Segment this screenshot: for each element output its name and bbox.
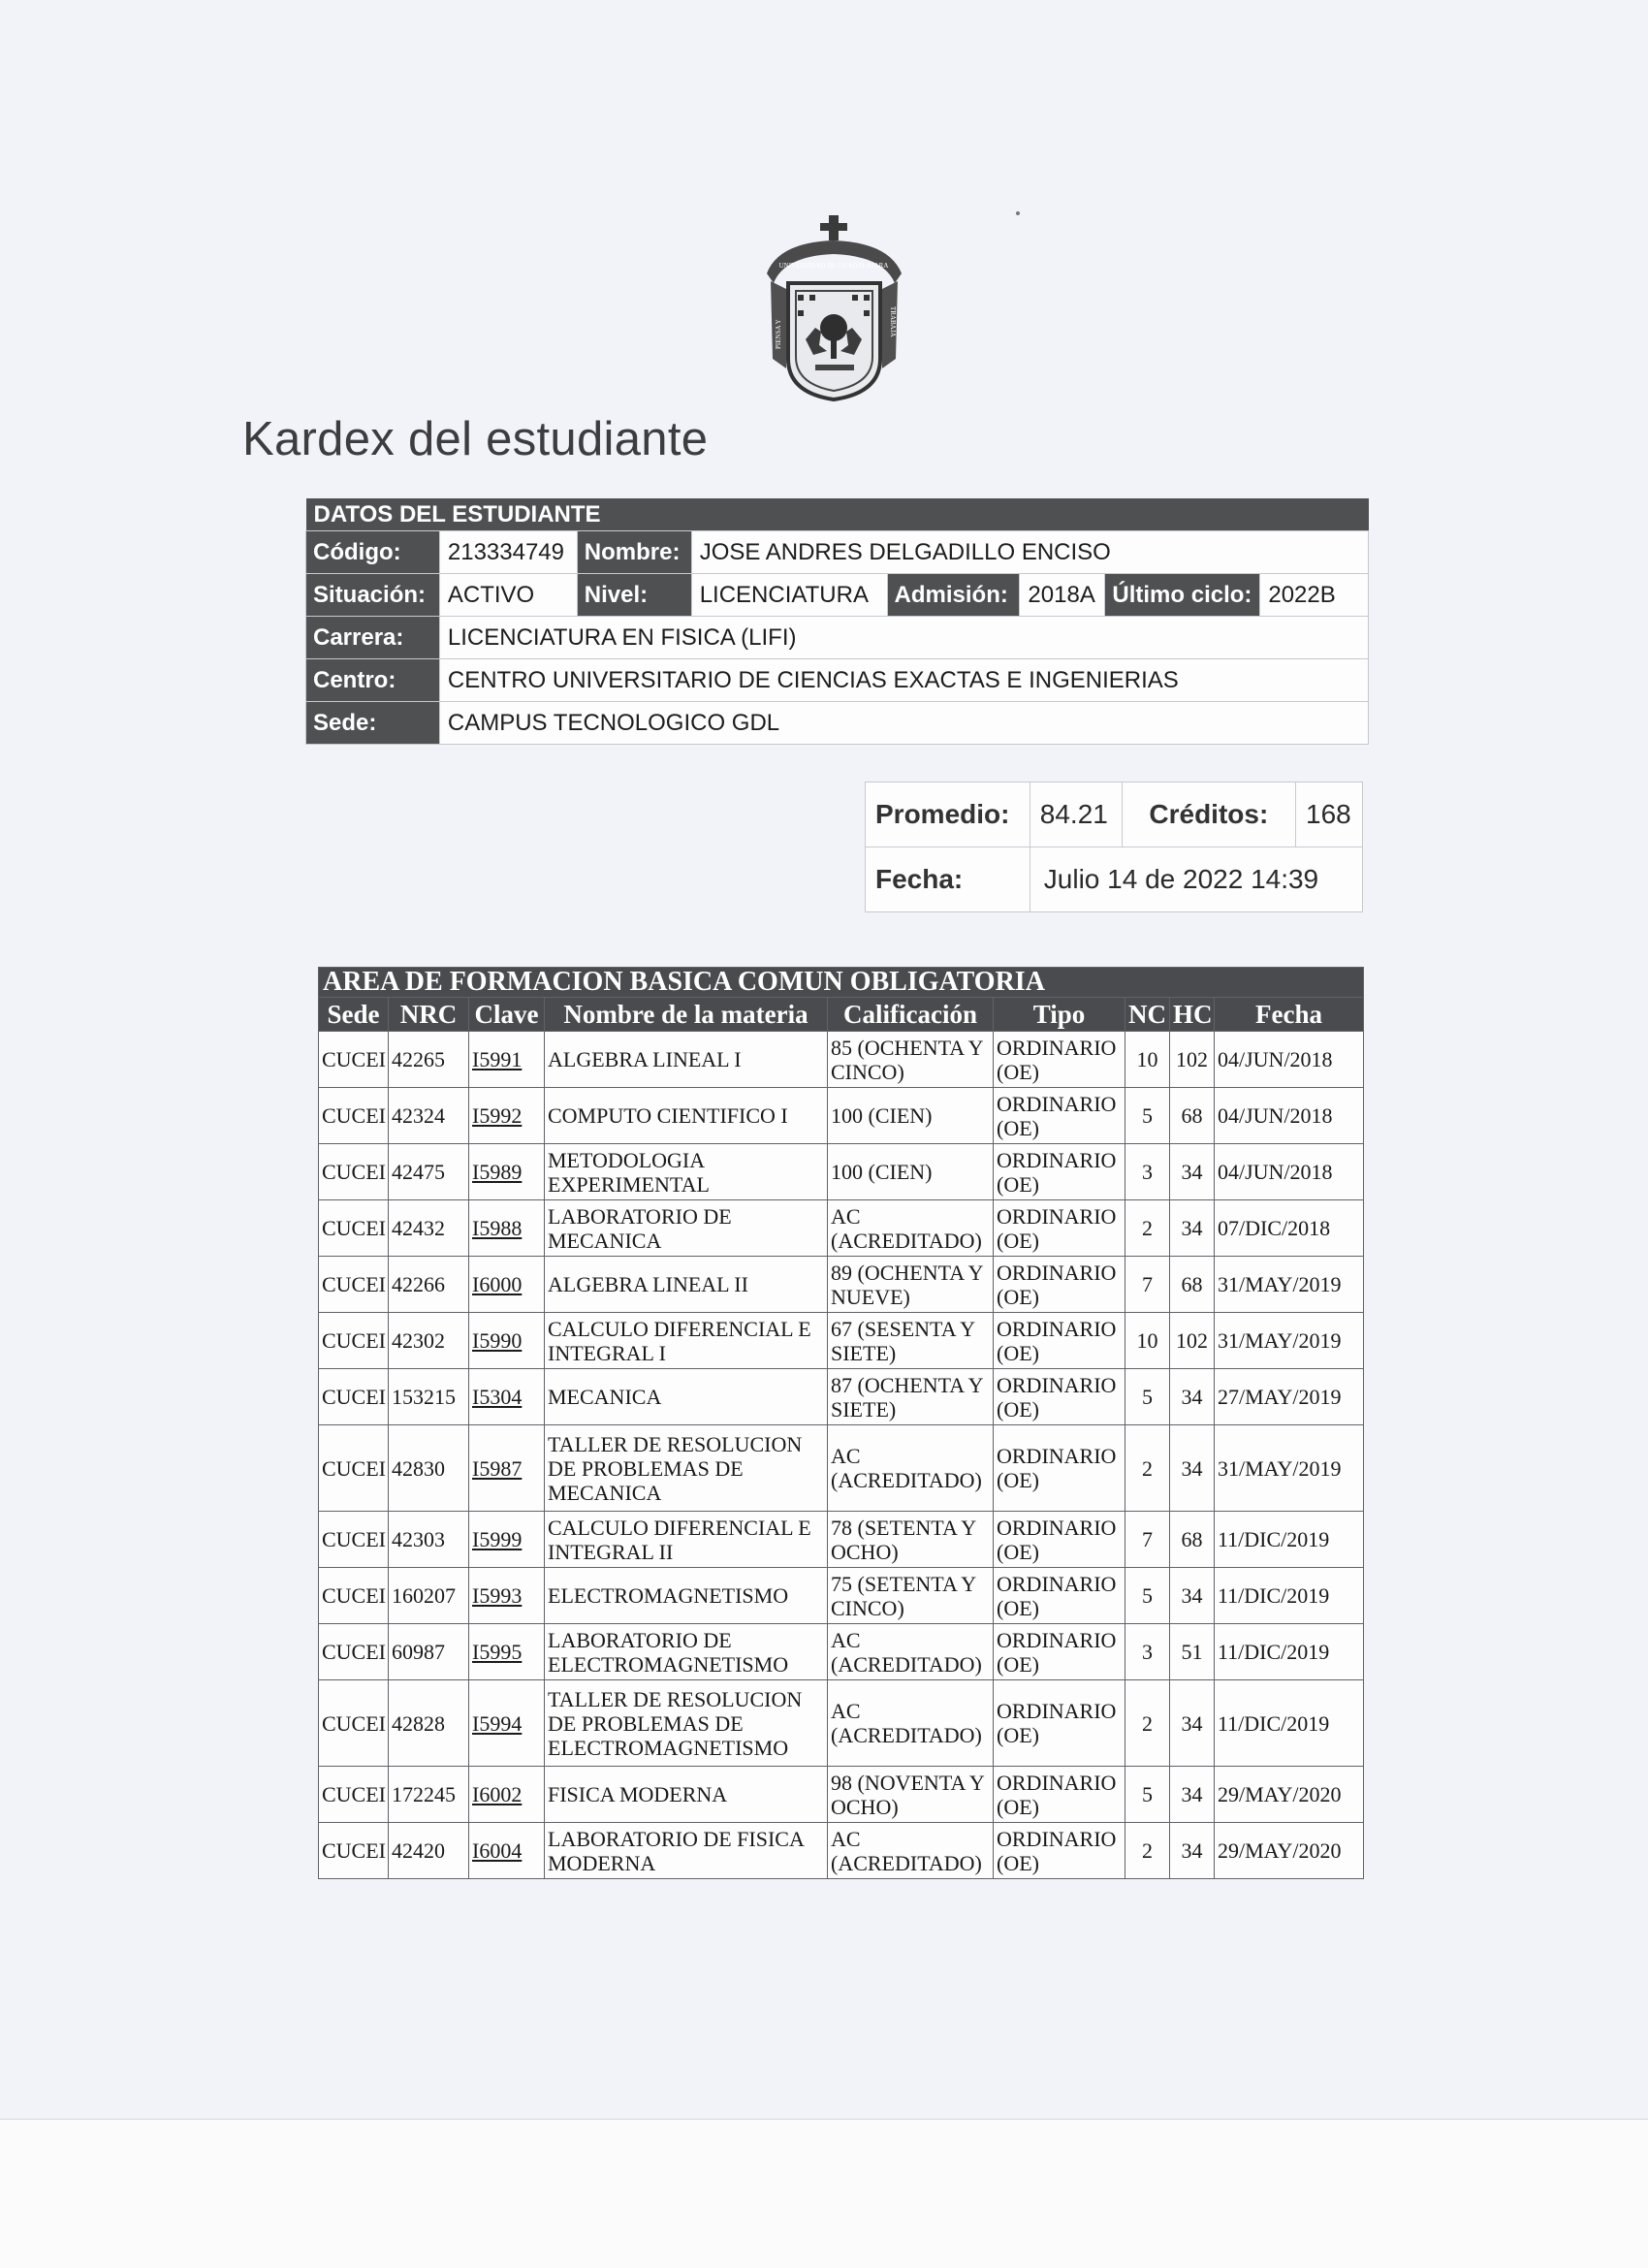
course-type: ORDINARIO (OE)	[994, 1313, 1125, 1369]
col-nc: NC	[1125, 998, 1170, 1032]
course-grade: AC (ACREDITADO)	[828, 1624, 994, 1680]
course-name: LABORATORIO DE MECANICA	[545, 1200, 828, 1257]
course-grade: 78 (SETENTA Y OCHO)	[828, 1512, 994, 1568]
course-nrc: 42266	[389, 1257, 469, 1313]
course-hc: 68	[1170, 1512, 1215, 1568]
situacion-label: Situación:	[306, 574, 440, 617]
col-fecha: Fecha	[1215, 998, 1364, 1032]
nivel-value: LICENCIATURA	[691, 574, 887, 617]
course-nc: 2	[1125, 1680, 1170, 1767]
course-nc: 3	[1125, 1144, 1170, 1200]
table-row	[319, 1425, 1364, 1512]
course-date: 11/DIC/2019	[1215, 1512, 1364, 1568]
course-name: ALGEBRA LINEAL II	[545, 1257, 828, 1313]
promedio-value: 84.21	[1030, 783, 1122, 847]
course-nc: 5	[1125, 1088, 1170, 1144]
course-grade: 85 (OCHENTA Y CINCO)	[828, 1032, 994, 1088]
course-hc: 102	[1170, 1313, 1215, 1369]
table-row	[319, 1823, 1364, 1879]
course-nrc: 42324	[389, 1088, 469, 1144]
course-name: FISICA MODERNA	[545, 1767, 828, 1823]
course-grade: 67 (SESENTA Y SIETE)	[828, 1313, 994, 1369]
student-section-title: DATOS DEL ESTUDIANTE	[306, 498, 1369, 531]
nivel-label: Nivel:	[577, 574, 691, 617]
course-rows	[319, 1032, 1364, 1879]
table-row	[319, 1512, 1364, 1568]
course-sede: CUCEI	[319, 1512, 389, 1568]
course-name: ELECTROMAGNETISMO	[545, 1568, 828, 1624]
sede-value: CAMPUS TECNOLOGICO GDL	[439, 702, 1368, 745]
course-type: ORDINARIO (OE)	[994, 1568, 1125, 1624]
area-title: AREA DE FORMACION BASICA COMUN OBLIGATORIA	[319, 968, 1364, 998]
course-type: ORDINARIO (OE)	[994, 1512, 1125, 1568]
course-clave[interactable]: I5987	[469, 1425, 545, 1512]
course-nrc: 42303	[389, 1512, 469, 1568]
nombre-value: JOSE ANDRES DELGADILLO ENCISO	[691, 531, 1368, 574]
course-name: CALCULO DIFERENCIAL E INTEGRAL II	[545, 1512, 828, 1568]
course-nc: 5	[1125, 1568, 1170, 1624]
course-date: 11/DIC/2019	[1215, 1568, 1364, 1624]
course-hc: 34	[1170, 1369, 1215, 1425]
course-type: ORDINARIO (OE)	[994, 1823, 1125, 1879]
ultimo-ciclo-label: Último ciclo:	[1105, 574, 1260, 617]
course-clave[interactable]: I5991	[469, 1032, 545, 1088]
course-hc: 51	[1170, 1624, 1215, 1680]
course-name: TALLER DE RESOLUCION DE PROBLEMAS DE ELECTROMAGNETISMO	[545, 1680, 828, 1767]
centro-label: Centro:	[306, 659, 440, 702]
nombre-label: Nombre:	[577, 531, 691, 574]
course-nrc: 42828	[389, 1680, 469, 1767]
course-date: 04/JUN/2018	[1215, 1144, 1364, 1200]
table-row	[319, 1257, 1364, 1313]
course-nrc: 42265	[389, 1032, 469, 1088]
course-grade: 100 (CIEN)	[828, 1144, 994, 1200]
table-row	[319, 1200, 1364, 1257]
course-nrc: 153215	[389, 1369, 469, 1425]
codigo-label: Código:	[306, 531, 440, 574]
course-hc: 34	[1170, 1767, 1215, 1823]
creditos-label: Créditos:	[1122, 783, 1295, 847]
course-date: 27/MAY/2019	[1215, 1369, 1364, 1425]
col-tipo: Tipo	[994, 998, 1125, 1032]
col-nrc: NRC	[389, 998, 469, 1032]
course-sede: CUCEI	[319, 1032, 389, 1088]
course-sede: CUCEI	[319, 1200, 389, 1257]
summary-table	[865, 782, 1363, 912]
course-nrc: 172245	[389, 1767, 469, 1823]
course-type: ORDINARIO (OE)	[994, 1144, 1125, 1200]
course-type: ORDINARIO (OE)	[994, 1767, 1125, 1823]
course-nrc: 42420	[389, 1823, 469, 1879]
centro-value: CENTRO UNIVERSITARIO DE CIENCIAS EXACTAS E INGENIERIAS	[439, 659, 1368, 702]
course-sede: CUCEI	[319, 1088, 389, 1144]
student-data-table	[305, 498, 1369, 745]
course-nc: 7	[1125, 1512, 1170, 1568]
course-nc: 3	[1125, 1624, 1170, 1680]
course-clave[interactable]: I5992	[469, 1088, 545, 1144]
course-clave[interactable]: I5990	[469, 1313, 545, 1369]
page-title: Kardex del estudiante	[242, 413, 709, 465]
table-row	[319, 1144, 1364, 1200]
course-nrc: 42830	[389, 1425, 469, 1512]
course-clave[interactable]: I5994	[469, 1680, 545, 1767]
crest-motto-left: PIENSA Y	[775, 319, 782, 349]
course-sede: CUCEI	[319, 1425, 389, 1512]
col-hc: HC	[1170, 998, 1215, 1032]
course-date: 31/MAY/2019	[1215, 1313, 1364, 1369]
carrera-value: LICENCIATURA EN FISICA (LIFI)	[439, 617, 1368, 659]
course-clave[interactable]: I6004	[469, 1823, 545, 1879]
course-hc: 34	[1170, 1200, 1215, 1257]
course-grade: AC (ACREDITADO)	[828, 1823, 994, 1879]
course-name: LABORATORIO DE ELECTROMAGNETISMO	[545, 1624, 828, 1680]
course-type: ORDINARIO (OE)	[994, 1032, 1125, 1088]
course-hc: 34	[1170, 1144, 1215, 1200]
course-clave[interactable]: I6002	[469, 1767, 545, 1823]
col-clave: Clave	[469, 998, 545, 1032]
course-clave[interactable]: I5988	[469, 1200, 545, 1257]
course-date: 31/MAY/2019	[1215, 1425, 1364, 1512]
course-nrc: 160207	[389, 1568, 469, 1624]
course-name: ALGEBRA LINEAL I	[545, 1032, 828, 1088]
col-calificacion: Calificación	[828, 998, 994, 1032]
course-date: 11/DIC/2019	[1215, 1624, 1364, 1680]
scanner-bottom-strip	[0, 2119, 1648, 2268]
course-nrc: 42475	[389, 1144, 469, 1200]
table-row	[319, 1568, 1364, 1624]
course-grade: AC (ACREDITADO)	[828, 1425, 994, 1512]
course-grade: 98 (NOVENTA Y OCHO)	[828, 1767, 994, 1823]
crest-motto-right: TRABAJA	[889, 306, 897, 337]
crest-inscription: UNIVERSIDAD DE GUADALAJARA	[778, 262, 889, 270]
course-hc: 68	[1170, 1257, 1215, 1313]
course-sede: CUCEI	[319, 1568, 389, 1624]
promedio-label: Promedio:	[866, 783, 1030, 847]
course-grade: 75 (SETENTA Y CINCO)	[828, 1568, 994, 1624]
course-sede: CUCEI	[319, 1823, 389, 1879]
admision-label: Admisión:	[887, 574, 1020, 617]
course-name: COMPUTO CIENTIFICO I	[545, 1088, 828, 1144]
course-hc: 68	[1170, 1088, 1215, 1144]
table-row	[319, 1032, 1364, 1088]
course-nc: 2	[1125, 1200, 1170, 1257]
course-name: MECANICA	[545, 1369, 828, 1425]
col-sede: Sede	[319, 998, 389, 1032]
course-sede: CUCEI	[319, 1313, 389, 1369]
course-sede: CUCEI	[319, 1767, 389, 1823]
course-sede: CUCEI	[319, 1369, 389, 1425]
course-name: CALCULO DIFERENCIAL E INTEGRAL I	[545, 1313, 828, 1369]
course-date: 31/MAY/2019	[1215, 1257, 1364, 1313]
course-clave[interactable]: I5999	[469, 1512, 545, 1568]
codigo-value: 213334749	[439, 531, 577, 574]
course-clave[interactable]: I5989	[469, 1144, 545, 1200]
course-grade: 89 (OCHENTA Y NUEVE)	[828, 1257, 994, 1313]
situacion-value: ACTIVO	[439, 574, 577, 617]
fecha-value: Julio 14 de 2022 14:39	[1030, 847, 1362, 912]
course-sede: CUCEI	[319, 1680, 389, 1767]
course-grade: AC (ACREDITADO)	[828, 1200, 994, 1257]
course-hc: 34	[1170, 1823, 1215, 1879]
table-row	[319, 1680, 1364, 1767]
course-clave[interactable]: I5995	[469, 1624, 545, 1680]
course-grade: AC (ACREDITADO)	[828, 1680, 994, 1767]
course-type: ORDINARIO (OE)	[994, 1425, 1125, 1512]
course-nc: 5	[1125, 1767, 1170, 1823]
course-sede: CUCEI	[319, 1144, 389, 1200]
course-type: ORDINARIO (OE)	[994, 1624, 1125, 1680]
table-row	[319, 1088, 1364, 1144]
courses-table	[318, 967, 1364, 1879]
course-nrc: 60987	[389, 1624, 469, 1680]
course-hc: 34	[1170, 1425, 1215, 1512]
course-type: ORDINARIO (OE)	[994, 1680, 1125, 1767]
carrera-label: Carrera:	[306, 617, 440, 659]
col-materia: Nombre de la materia	[545, 998, 828, 1032]
course-grade: 87 (OCHENTA Y SIETE)	[828, 1369, 994, 1425]
course-clave[interactable]: I5304	[469, 1369, 545, 1425]
course-nc: 2	[1125, 1425, 1170, 1512]
fecha-label: Fecha:	[866, 847, 1030, 912]
table-row	[319, 1767, 1364, 1823]
course-hc: 34	[1170, 1680, 1215, 1767]
course-nrc: 42432	[389, 1200, 469, 1257]
sede-label: Sede:	[306, 702, 440, 745]
table-row	[319, 1313, 1364, 1369]
table-row	[319, 1624, 1364, 1680]
course-type: ORDINARIO (OE)	[994, 1257, 1125, 1313]
course-date: 07/DIC/2018	[1215, 1200, 1364, 1257]
course-nc: 10	[1125, 1313, 1170, 1369]
course-nc: 7	[1125, 1257, 1170, 1313]
course-hc: 102	[1170, 1032, 1215, 1088]
course-name: LABORATORIO DE FISICA MODERNA	[545, 1823, 828, 1879]
table-row	[319, 1369, 1364, 1425]
course-grade: 100 (CIEN)	[828, 1088, 994, 1144]
course-nc: 10	[1125, 1032, 1170, 1088]
course-date: 04/JUN/2018	[1215, 1032, 1364, 1088]
course-name: METODOLOGIA EXPERIMENTAL	[545, 1144, 828, 1200]
course-clave[interactable]: I6000	[469, 1257, 545, 1313]
course-sede: CUCEI	[319, 1257, 389, 1313]
course-type: ORDINARIO (OE)	[994, 1200, 1125, 1257]
course-name: TALLER DE RESOLUCION DE PROBLEMAS DE MECANICA	[545, 1425, 828, 1512]
course-date: 04/JUN/2018	[1215, 1088, 1364, 1144]
creditos-value: 168	[1296, 783, 1363, 847]
course-hc: 34	[1170, 1568, 1215, 1624]
course-clave[interactable]: I5993	[469, 1568, 545, 1624]
course-sede: CUCEI	[319, 1624, 389, 1680]
university-crest-icon	[759, 213, 909, 407]
course-type: ORDINARIO (OE)	[994, 1369, 1125, 1425]
course-date: 11/DIC/2019	[1215, 1680, 1364, 1767]
scan-speck	[1016, 211, 1020, 215]
course-date: 29/MAY/2020	[1215, 1767, 1364, 1823]
course-nrc: 42302	[389, 1313, 469, 1369]
course-nc: 2	[1125, 1823, 1170, 1879]
course-date: 29/MAY/2020	[1215, 1823, 1364, 1879]
ultimo-ciclo-value: 2022B	[1260, 574, 1369, 617]
admision-value: 2018A	[1020, 574, 1105, 617]
course-type: ORDINARIO (OE)	[994, 1088, 1125, 1144]
course-nc: 5	[1125, 1369, 1170, 1425]
